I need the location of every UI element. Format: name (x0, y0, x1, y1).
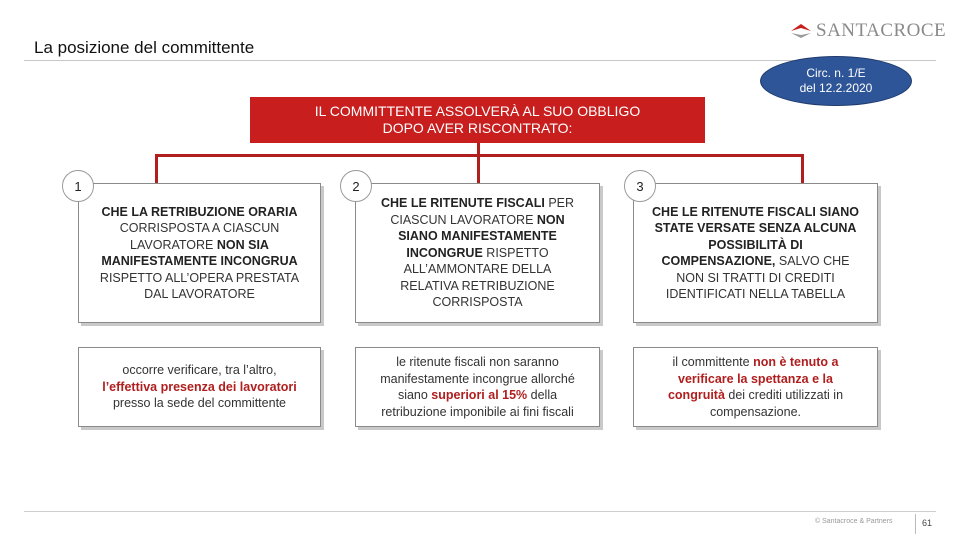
cond1-line-3b: NON SIA (216, 237, 269, 252)
condition-box-1 (78, 183, 321, 323)
banner-line-1: IL COMMITTENTE ASSOLVERÀ AL SUO OBBLIGO (314, 103, 641, 119)
cond1-line-2: CORRISPOSTA A CIASCUN (119, 221, 280, 235)
cond1-line-3a: LAVORATORE (130, 237, 217, 252)
connector-drop-1 (155, 154, 158, 184)
step-badge-3: 3 (624, 170, 656, 202)
cond2-line-1a: CHE LE RITENUTE FISCALI (380, 196, 545, 211)
connector-drop-2 (477, 154, 480, 184)
note2-line-3c: della (527, 388, 558, 402)
note3-line-2: verificare la spettanza e la (678, 371, 833, 386)
cond2-line-3: SIANO MANIFESTAMENTE (398, 229, 557, 244)
note3-line-4: compensazione. (709, 404, 802, 419)
page-title: La posizione del committente (34, 38, 255, 57)
santacroce-logo-icon (790, 22, 812, 40)
cond3-line-5: NON SI TRATTI DI CREDITI (676, 270, 835, 285)
note3-line-1b: non è tenuto a (753, 355, 839, 369)
note-box-1 (78, 347, 321, 427)
circ-line-2: del 12.2.2020 (799, 81, 873, 95)
cond2-line-1b: PER (544, 196, 575, 211)
note3-line-3b: dei crediti utilizzati in (724, 388, 844, 402)
cond3-line-2: STATE VERSATE SENZA ALCUNA (654, 221, 857, 235)
note2-line-4: retribuzione imponibile ai fini fiscali (381, 404, 574, 419)
note2-line-3b: superiori al 15% (431, 388, 528, 402)
note2-line-2: manifestamente incongrue allorché (380, 371, 575, 386)
page-number-separator (915, 514, 916, 534)
footer-copyright: © Santacroce & Partners (815, 518, 893, 525)
circ-line-1: Circ. n. 1/E (806, 66, 866, 80)
cond1-line-1: CHE LA RETRIBUZIONE ORARIA (101, 204, 298, 219)
cond3-line-4a: COMPENSAZIONE, (661, 254, 776, 268)
obligation-banner (250, 97, 705, 143)
step-badge-2: 2 (340, 170, 372, 202)
note1-line-2: l’effettiva presenza dei lavoratori (102, 379, 297, 394)
cond2-line-2a: CIASCUN LAVORATORE (390, 212, 537, 227)
page-number: 61 (922, 518, 933, 528)
note3-line-3a: congruità (667, 388, 725, 402)
logo-text: SANTACROCE (816, 20, 947, 41)
cond3-line-1: CHE LE RITENUTE FISCALI SIANO (652, 204, 859, 219)
cond1-line-5: RISPETTO ALL’OPERA PRESTATA (99, 270, 300, 285)
connector-drop-3 (801, 154, 804, 184)
cond3-line-6: IDENTIFICATI NELLA TABELLA (665, 287, 846, 301)
condition-box-2 (355, 183, 600, 323)
note2-line-1: le ritenute fiscali non saranno (396, 355, 559, 369)
cond1-line-4: MANIFESTAMENTE INCONGRUA (101, 254, 298, 268)
cond2-line-6: RELATIVA RETRIBUZIONE (400, 278, 555, 293)
note2-line-3a: siano (397, 388, 432, 402)
logo (790, 18, 946, 44)
cond2-line-4a: INCONGRUE (406, 245, 483, 260)
cond1-line-6: DAL LAVORATORE (144, 287, 255, 301)
cond3-line-4b: SALVO CHE (775, 254, 850, 268)
step-badge-1: 1 (62, 170, 94, 202)
note3-line-1a: il committente (672, 355, 754, 369)
cond2-line-4b: RISPETTO (482, 245, 549, 260)
condition-box-3 (633, 183, 878, 323)
banner-line-2: DOPO AVER RISCONTRATO: (382, 120, 573, 136)
cond3-line-3: POSSIBILITÀ DI (708, 237, 803, 252)
cond2-line-5: ALL’AMMONTARE DELLA (403, 262, 552, 277)
cond2-line-7: CORRISPOSTA (432, 295, 523, 310)
note-box-3 (633, 347, 878, 427)
note1-line-1: occorre verificare, tra l’altro, (122, 363, 277, 378)
cond2-line-2b: NON (536, 212, 565, 227)
note-box-2 (355, 347, 600, 427)
note1-line-3: presso la sede del committente (112, 396, 286, 411)
footer-divider (24, 511, 936, 512)
circular-reference-badge (760, 56, 912, 106)
